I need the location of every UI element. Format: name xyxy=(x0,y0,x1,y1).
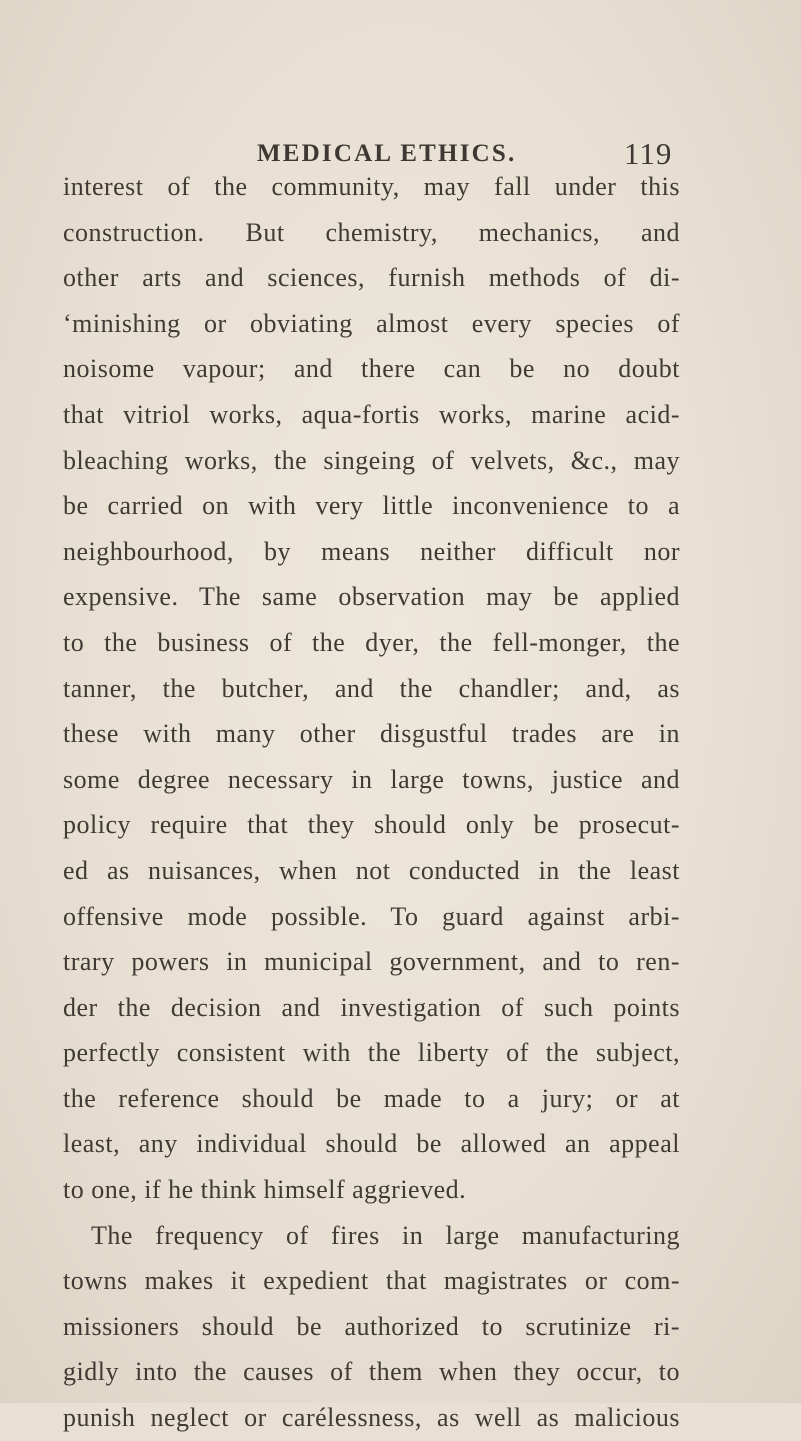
text-line: tanner, the butcher, and the chandler; and, as xyxy=(63,673,680,703)
text-line: bleaching works, the singeing of velvets, &c., may xyxy=(63,445,680,475)
text-line: interest of the community, may fall under this xyxy=(63,172,680,201)
page-number: 119 xyxy=(624,136,673,171)
text-line: to one, if he think himself aggrieved. xyxy=(63,1175,467,1205)
text-line: these with many other disgustful trades are in xyxy=(63,719,680,749)
text-line: The frequency of fires in large manufacturing xyxy=(91,1220,680,1250)
text-line: trary powers in municipal government, and to ren- xyxy=(63,947,680,977)
text-line: neighbourhood, by means neither difficult nor xyxy=(63,536,680,566)
text-line: other arts and sciences, furnish methods of di- xyxy=(63,263,680,293)
text-line: noisome vapour; and there can be no doubt xyxy=(63,354,680,384)
text-line: gidly into the causes of them when they occur, to xyxy=(63,1357,680,1387)
text-line: ‘minishing or obviating almost every species of xyxy=(63,308,680,338)
text-line: towns makes it expedient that magistrates or com- xyxy=(63,1266,680,1296)
text-line: least, any individual should be allowed an appeal xyxy=(63,1129,680,1159)
text-line: punish neglect or carélessness, as well as malicious xyxy=(63,1403,680,1433)
text-line: policy require that they should only be prosecut- xyxy=(63,810,680,840)
text-line: construction. But chemistry, mechanics, and xyxy=(63,217,680,247)
body-text xyxy=(63,164,680,1441)
text-line: perfectly consistent with the liberty of the subject, xyxy=(63,1038,680,1068)
text-line: offensive mode possible. To guard against arbi- xyxy=(63,901,680,931)
text-line: some degree necessary in large towns, justice and xyxy=(63,764,680,794)
text-line: ed as nuisances, when not conducted in the least xyxy=(63,855,680,885)
text-line: the reference should be made to a jury; or at xyxy=(63,1083,680,1113)
text-line: missioners should be authorized to scrutinize ri- xyxy=(63,1311,680,1341)
text-line: der the decision and investigation of such points xyxy=(63,992,680,1022)
text-line: expensive. The same observation may be applied xyxy=(63,582,680,612)
text-line: that vitriol works, aqua-fortis works, marine acid- xyxy=(63,399,680,429)
text-line: to the business of the dyer, the fell-monger, the xyxy=(63,627,680,657)
text-line: be carried on with very little inconvenience to a xyxy=(63,491,680,521)
running-head: MEDICAL ETHICS. xyxy=(257,140,517,167)
